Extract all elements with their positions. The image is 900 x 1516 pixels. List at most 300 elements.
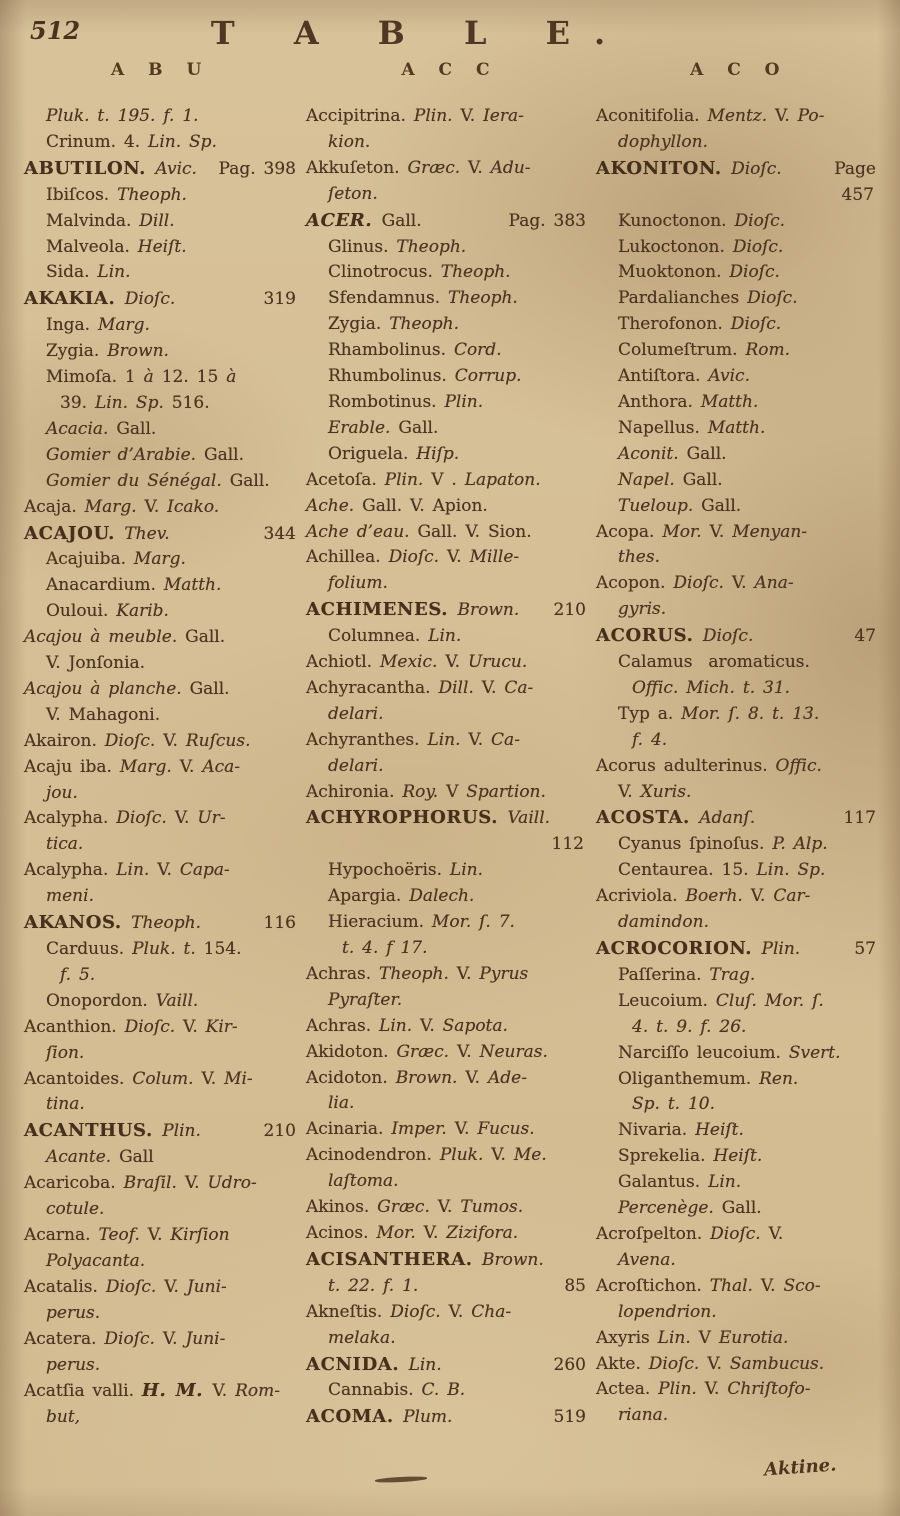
text-segment: V. bbox=[163, 730, 186, 751]
index-columns bbox=[0, 104, 900, 1431]
text-segment: ACHYROPHORUS. bbox=[306, 807, 508, 829]
text-segment: Cord. bbox=[453, 340, 502, 361]
text-segment: V. bbox=[731, 573, 755, 594]
page-reference: 344 bbox=[263, 523, 296, 544]
text-segment: ACHIMENES. bbox=[306, 599, 458, 621]
index-entry-line bbox=[596, 494, 884, 520]
page-reference: 319 bbox=[263, 289, 296, 310]
index-entry-line bbox=[306, 988, 594, 1014]
index-entry-line bbox=[596, 754, 884, 780]
text-segment: Theoph. bbox=[448, 288, 518, 309]
text-segment: t. 4. f 17. bbox=[342, 938, 428, 958]
text-segment: Zizifora. bbox=[446, 1222, 519, 1243]
text-segment: Lin. bbox=[657, 1327, 699, 1348]
text-segment: Matth. bbox=[707, 417, 766, 438]
text-segment: V. bbox=[460, 106, 484, 126]
index-entry-line bbox=[596, 728, 884, 754]
text-segment: V. bbox=[157, 860, 180, 881]
text-segment: Tumos. bbox=[460, 1197, 524, 1218]
text-segment: Theoph. bbox=[396, 236, 467, 257]
text-segment: Marg. bbox=[133, 549, 186, 570]
text-segment: Gall. V. Apion. bbox=[362, 495, 488, 516]
text-segment: Theoph. bbox=[117, 184, 187, 205]
text-segment: Mi- bbox=[224, 1068, 253, 1089]
text-segment: Acroſtichon. bbox=[596, 1275, 710, 1296]
text-segment: Pluk. t. bbox=[132, 939, 204, 959]
text-segment: Cha- bbox=[471, 1301, 512, 1322]
index-entry-line bbox=[596, 416, 884, 442]
text-segment: V. bbox=[437, 1197, 461, 1218]
index-entry-line bbox=[306, 910, 594, 936]
text-segment: Clinotrocus. bbox=[328, 262, 441, 283]
text-segment: Lin. Sp. bbox=[756, 860, 826, 881]
text-segment: Dioſc. bbox=[388, 547, 447, 568]
text-segment: Gall. bbox=[381, 210, 422, 231]
text-segment: Udro- bbox=[207, 1173, 257, 1194]
text-segment: ACOMA. bbox=[306, 1406, 404, 1428]
text-segment: Polyacanta. bbox=[46, 1250, 146, 1271]
text-segment: V bbox=[446, 781, 467, 802]
index-entry-line bbox=[306, 624, 594, 650]
index-entry-line bbox=[596, 1015, 884, 1041]
text-segment: Karib. bbox=[116, 601, 169, 622]
text-segment: Heiſt. bbox=[713, 1146, 763, 1167]
text-segment: Malveola. bbox=[46, 236, 138, 257]
index-entry-line bbox=[306, 1143, 594, 1169]
text-segment: V. bbox=[144, 496, 168, 517]
index-entry-line bbox=[306, 1404, 594, 1431]
index-entry-line bbox=[596, 597, 884, 623]
index-entry-line bbox=[596, 442, 884, 468]
text-segment: f. 5. bbox=[60, 964, 96, 985]
index-entry-line bbox=[596, 963, 884, 989]
text-segment: Acinaria. bbox=[306, 1119, 392, 1140]
index-entry-line bbox=[24, 469, 304, 495]
text-segment: Kir- bbox=[205, 1016, 238, 1037]
text-segment: Ade- bbox=[487, 1067, 527, 1088]
index-entry-line bbox=[596, 1377, 884, 1403]
text-segment: perus. bbox=[46, 1354, 101, 1375]
text-segment: Boerh. bbox=[685, 886, 751, 907]
index-entry-line bbox=[596, 209, 884, 235]
text-segment: Dioſc. bbox=[710, 1223, 769, 1244]
index-entry-line bbox=[306, 494, 594, 520]
index-entry-line bbox=[596, 623, 884, 650]
text-segment: Gall. bbox=[686, 443, 727, 464]
index-entry-line bbox=[596, 989, 884, 1015]
index-entry-line bbox=[306, 1378, 594, 1404]
index-entry-line bbox=[306, 312, 594, 338]
text-segment: Sapota. bbox=[442, 1015, 508, 1036]
index-entry-line bbox=[306, 1040, 594, 1066]
text-segment: Brown. bbox=[395, 1067, 466, 1088]
text-segment: Ca- bbox=[504, 677, 534, 698]
text-segment: Akidoton. bbox=[306, 1041, 397, 1062]
text-segment: Achras. bbox=[306, 963, 380, 984]
text-segment: jou. bbox=[46, 782, 78, 803]
index-entry-line bbox=[306, 1326, 594, 1352]
index-entry-line bbox=[596, 520, 884, 546]
text-segment: Narciſſo leucoium. bbox=[618, 1042, 789, 1063]
text-segment: V. bbox=[768, 1223, 784, 1244]
index-entry-line bbox=[596, 571, 884, 597]
index-entry-line bbox=[306, 936, 594, 962]
text-segment: Dioſc. bbox=[731, 158, 790, 179]
index-entry-line bbox=[24, 806, 304, 832]
text-segment: Dioſc. bbox=[105, 1276, 165, 1297]
text-segment: melaka. bbox=[328, 1327, 396, 1348]
text-segment: Acatera. bbox=[24, 1328, 105, 1349]
index-entry-line bbox=[24, 443, 304, 469]
text-segment: Ibiſcos. bbox=[46, 184, 118, 205]
page-reference: Pag. 383 bbox=[508, 210, 586, 231]
text-segment: perus. bbox=[46, 1302, 101, 1323]
index-entry-line bbox=[24, 286, 304, 313]
text-segment: Trag. bbox=[709, 964, 756, 985]
text-segment: Gall. V. Sion. bbox=[417, 521, 532, 542]
text-segment: Acetoſa. bbox=[306, 469, 385, 490]
text-segment: Columeſtrum. bbox=[618, 340, 746, 361]
text-segment: Cannabis. bbox=[328, 1380, 422, 1401]
text-segment: 112 bbox=[551, 834, 584, 855]
index-entry-line bbox=[306, 676, 594, 702]
text-segment: Achras. bbox=[306, 1015, 380, 1036]
text-segment: Lin. bbox=[408, 1354, 442, 1375]
index-entry-line bbox=[596, 260, 884, 286]
text-segment: 39. bbox=[60, 392, 95, 413]
index-entry-line bbox=[306, 858, 594, 884]
text-segment: Matth. bbox=[700, 391, 759, 412]
text-segment: Dioſc. bbox=[702, 626, 754, 647]
text-segment: f. 4. bbox=[632, 729, 668, 750]
index-entry-line bbox=[24, 937, 304, 963]
text-segment: Lin. bbox=[427, 729, 469, 750]
text-segment: V. bbox=[184, 1173, 208, 1194]
index-entry-line bbox=[306, 1221, 594, 1247]
index-entry-line bbox=[596, 858, 884, 884]
text-segment: Menyan- bbox=[732, 521, 808, 542]
text-segment: Columnea. bbox=[328, 626, 429, 647]
text-segment: Acantoides. bbox=[24, 1068, 133, 1089]
index-entry-line bbox=[306, 286, 594, 312]
text-segment: Mor. ſ. 8. t. 13. bbox=[681, 703, 820, 724]
text-segment: Lin. bbox=[379, 1015, 421, 1036]
text-segment: ſion. bbox=[46, 1042, 85, 1063]
index-entry-line bbox=[306, 728, 594, 754]
index-entry-line bbox=[24, 391, 304, 417]
text-segment: Dill. bbox=[438, 677, 482, 698]
text-segment: 457 bbox=[841, 184, 874, 205]
text-segment: AKAKIA. bbox=[24, 288, 125, 310]
index-entry-line bbox=[596, 1326, 884, 1352]
column-header-acc: A C C bbox=[401, 60, 499, 80]
text-segment: Ache. bbox=[306, 495, 363, 516]
text-segment: AKONITON. bbox=[596, 157, 732, 179]
text-segment: V. bbox=[147, 1224, 171, 1245]
index-entry-line bbox=[24, 858, 304, 884]
text-segment: Acajou à meuble. bbox=[24, 627, 186, 648]
text-segment: Græc. bbox=[396, 1041, 457, 1062]
index-entry-line bbox=[24, 260, 304, 286]
text-segment: Iera- bbox=[483, 106, 524, 126]
index-entry-line bbox=[24, 1353, 304, 1379]
index-entry-line bbox=[24, 1118, 304, 1145]
text-segment: Calamus aromaticus. bbox=[618, 652, 810, 673]
page-reference: Pag. 398 bbox=[218, 158, 296, 179]
index-entry-line bbox=[306, 156, 594, 182]
index-entry-line bbox=[596, 780, 884, 806]
text-segment: Rom. bbox=[745, 340, 790, 361]
text-segment: Sprekelia. bbox=[618, 1146, 714, 1167]
index-entry-line bbox=[596, 1222, 884, 1248]
text-segment: Cyanus ſpinoſus. bbox=[618, 834, 773, 855]
text-segment: dophyllon. bbox=[618, 131, 709, 152]
text-segment: V. bbox=[179, 756, 203, 777]
text-segment: Zygia. bbox=[46, 341, 108, 362]
index-entry-line bbox=[306, 1066, 594, 1092]
index-entry-line bbox=[24, 989, 304, 1015]
index-entry-line bbox=[24, 1378, 304, 1405]
text-segment: Dioſc. bbox=[732, 236, 784, 257]
page-reference: 210 bbox=[553, 600, 586, 621]
page-reference: Page bbox=[834, 158, 876, 179]
text-segment: Ruſcus. bbox=[185, 730, 251, 751]
text-segment: Neuras. bbox=[479, 1041, 548, 1062]
text-segment: V. bbox=[750, 886, 774, 907]
text-segment: Mille- bbox=[469, 547, 520, 568]
index-entry-line bbox=[596, 1274, 884, 1300]
index-entry-line bbox=[306, 416, 594, 442]
text-segment: Dill. bbox=[139, 210, 175, 231]
text-segment: ACISANTHERA. bbox=[306, 1248, 483, 1270]
text-segment: V. bbox=[423, 1222, 447, 1243]
text-segment: Tueloup. bbox=[618, 495, 702, 516]
index-entry-line bbox=[306, 1169, 594, 1195]
index-entry-line bbox=[24, 156, 304, 183]
text-segment: Gall. bbox=[721, 1198, 762, 1219]
text-segment: delari. bbox=[328, 755, 384, 776]
index-entry-line bbox=[306, 1014, 594, 1040]
column-headers bbox=[0, 60, 900, 80]
text-segment: Gall. bbox=[116, 418, 157, 439]
text-segment: Theoph. bbox=[440, 262, 511, 283]
page-reference: 260 bbox=[553, 1354, 586, 1375]
text-segment: Lin. bbox=[708, 1172, 742, 1193]
text-segment: Acopa. bbox=[596, 521, 663, 542]
text-segment: Dioſc. bbox=[104, 1328, 163, 1349]
text-segment: Acajou à planche. bbox=[24, 678, 190, 699]
text-segment: Hypochoëris. bbox=[328, 860, 450, 881]
text-segment: V. bbox=[183, 1016, 206, 1037]
text-segment: Acatalis. bbox=[24, 1276, 106, 1297]
text-segment: V. bbox=[618, 781, 641, 802]
index-entry-line bbox=[24, 495, 304, 521]
text-segment: Acante. bbox=[46, 1147, 120, 1168]
text-segment: Heiſt. bbox=[695, 1120, 744, 1141]
index-entry-line bbox=[306, 520, 594, 546]
text-segment: V. bbox=[420, 1015, 443, 1036]
text-segment: Marg. bbox=[84, 496, 145, 517]
index-entry-line bbox=[24, 884, 304, 910]
text-segment: Marg. bbox=[98, 315, 150, 336]
text-segment: Achillea. bbox=[306, 547, 389, 568]
index-entry-line bbox=[306, 364, 594, 390]
text-segment: Dioſc. bbox=[648, 1353, 708, 1374]
text-segment: Plin. bbox=[384, 469, 432, 490]
text-segment: V. bbox=[447, 547, 470, 568]
index-entry-line bbox=[306, 338, 594, 364]
text-segment: 516. bbox=[171, 392, 210, 413]
index-entry-line bbox=[306, 832, 594, 858]
text-segment: ACOSTA. bbox=[596, 807, 700, 829]
text-segment: Gomier d’Arabie. bbox=[46, 444, 204, 465]
text-segment: Kunoctonon. bbox=[618, 210, 735, 231]
text-segment: Dioſc. bbox=[124, 289, 176, 310]
text-segment: 4. t. 9. f. 26. bbox=[632, 1016, 747, 1037]
index-entry-line bbox=[596, 1352, 884, 1378]
page-reference: 116 bbox=[263, 913, 296, 934]
text-segment: Adu- bbox=[490, 157, 531, 178]
text-segment: 12. 15 bbox=[161, 367, 227, 388]
text-segment: Xuris. bbox=[640, 781, 692, 802]
index-entry-line bbox=[306, 104, 594, 130]
index-entry-line bbox=[306, 597, 594, 624]
index-entry-line bbox=[306, 780, 594, 806]
index-entry-line bbox=[596, 130, 884, 156]
text-segment: Nivaria. bbox=[618, 1120, 696, 1141]
text-segment: Hieracium. bbox=[328, 912, 432, 933]
text-segment: Urucu. bbox=[467, 652, 528, 673]
text-segment: Theoph. bbox=[131, 913, 201, 934]
index-entry-line bbox=[596, 936, 884, 963]
text-segment: Anthora. bbox=[618, 391, 701, 412]
text-segment: Dioſc. bbox=[104, 730, 164, 751]
text-segment: Mor. bbox=[376, 1222, 424, 1243]
text-segment: Acopon. bbox=[596, 573, 674, 594]
index-entry-line bbox=[24, 209, 304, 235]
page-reference: 57 bbox=[854, 939, 876, 959]
index-entry-line bbox=[596, 884, 884, 910]
index-entry-line bbox=[24, 910, 304, 937]
index-entry-line bbox=[24, 963, 304, 989]
text-segment: Græc. bbox=[407, 157, 469, 178]
index-entry-line bbox=[596, 676, 884, 702]
text-segment: Achyracantha. bbox=[306, 677, 439, 698]
catchword: Aktine. bbox=[762, 1454, 837, 1481]
index-entry-line bbox=[24, 313, 304, 339]
text-segment: Ana- bbox=[754, 573, 794, 594]
text-segment: Acinos. bbox=[306, 1222, 377, 1243]
text-segment: Acaju iba. bbox=[24, 756, 120, 777]
index-entry-line bbox=[24, 183, 304, 209]
index-entry-line bbox=[24, 1015, 304, 1041]
text-segment: Ca- bbox=[491, 729, 520, 750]
text-segment: Gomier du Sénégal. bbox=[46, 470, 230, 491]
text-segment: V. bbox=[162, 1328, 186, 1349]
text-segment: V. bbox=[456, 1041, 480, 1062]
text-segment: riana. bbox=[618, 1405, 669, 1426]
text-segment: Gall. bbox=[185, 627, 226, 648]
text-segment: Sambucus. bbox=[729, 1353, 825, 1374]
text-segment: Oliganthemum. bbox=[618, 1068, 760, 1089]
index-entry-line bbox=[24, 1327, 304, 1353]
index-entry-line bbox=[306, 235, 594, 261]
text-segment: Rhumbolinus. bbox=[328, 366, 455, 387]
index-entry-line bbox=[306, 1195, 594, 1221]
text-segment: ACANTHUS. bbox=[24, 1120, 163, 1142]
text-segment: V. bbox=[468, 157, 491, 178]
text-segment: V. bbox=[201, 1068, 225, 1089]
text-segment: Anacardium. bbox=[46, 575, 164, 596]
text-segment: Adanſ. bbox=[699, 808, 756, 829]
text-segment: Akkuſeton. bbox=[306, 157, 408, 178]
text-segment: à bbox=[226, 367, 237, 388]
text-segment: Acalypha. bbox=[24, 808, 117, 829]
index-entry-line bbox=[24, 1041, 304, 1067]
index-entry-line bbox=[306, 1247, 594, 1274]
index-column-abu bbox=[16, 104, 304, 1431]
text-segment: 154. bbox=[203, 939, 242, 959]
text-segment: Thev. bbox=[124, 523, 170, 544]
page-number: 512 bbox=[30, 16, 81, 45]
text-segment: Plin. bbox=[761, 939, 801, 959]
index-entry-line bbox=[24, 625, 304, 651]
text-segment: V. bbox=[468, 729, 492, 750]
index-entry-line bbox=[24, 599, 304, 625]
text-segment: Avena. bbox=[618, 1249, 676, 1270]
text-segment: Acinodendron. bbox=[306, 1145, 440, 1166]
text-segment: Thal. bbox=[709, 1275, 761, 1296]
index-entry-line bbox=[596, 1144, 884, 1170]
text-segment: Acarna. bbox=[24, 1224, 99, 1245]
text-segment: Gall. bbox=[701, 495, 742, 516]
text-segment: Sfendamnus. bbox=[328, 288, 449, 309]
text-segment: Accipitrina. bbox=[306, 106, 414, 126]
text-segment: Acidoton. bbox=[306, 1067, 396, 1088]
text-segment: Inga. bbox=[46, 315, 98, 336]
text-segment: V. bbox=[481, 677, 505, 698]
text-segment: t. 22. f. 1. bbox=[328, 1275, 419, 1296]
index-entry-line bbox=[24, 339, 304, 365]
text-segment: tica. bbox=[46, 834, 84, 855]
text-segment: Ren. bbox=[759, 1068, 799, 1089]
index-entry-line bbox=[596, 545, 884, 571]
text-segment: V. bbox=[465, 1067, 488, 1088]
text-segment: Axyris bbox=[596, 1327, 658, 1348]
text-segment: Gall. bbox=[203, 444, 244, 465]
index-entry-line bbox=[596, 364, 884, 390]
index-entry-line bbox=[24, 1405, 304, 1431]
text-segment: Offic. bbox=[775, 755, 822, 776]
text-segment: Achyranthes. bbox=[306, 729, 428, 750]
index-entry-line bbox=[596, 338, 884, 364]
text-segment: Car- bbox=[773, 886, 811, 907]
index-column-aco bbox=[596, 104, 884, 1431]
text-segment: Plin. bbox=[658, 1379, 705, 1400]
text-segment: Acaricoba. bbox=[24, 1173, 124, 1194]
text-segment: Lin. Sp. bbox=[148, 131, 217, 152]
index-entry-line bbox=[596, 1196, 884, 1222]
text-segment: Theoph. bbox=[379, 963, 457, 984]
text-segment: Offic. Mich. t. 31. bbox=[632, 677, 791, 698]
text-segment: Colum. bbox=[132, 1068, 202, 1089]
text-segment: Acorus adulterinus. bbox=[596, 755, 776, 776]
index-entry-line bbox=[306, 884, 594, 910]
index-entry-line bbox=[306, 650, 594, 676]
text-segment: Gall. bbox=[229, 470, 270, 491]
text-segment: gyris. bbox=[618, 599, 667, 620]
index-entry-line bbox=[24, 1145, 304, 1171]
